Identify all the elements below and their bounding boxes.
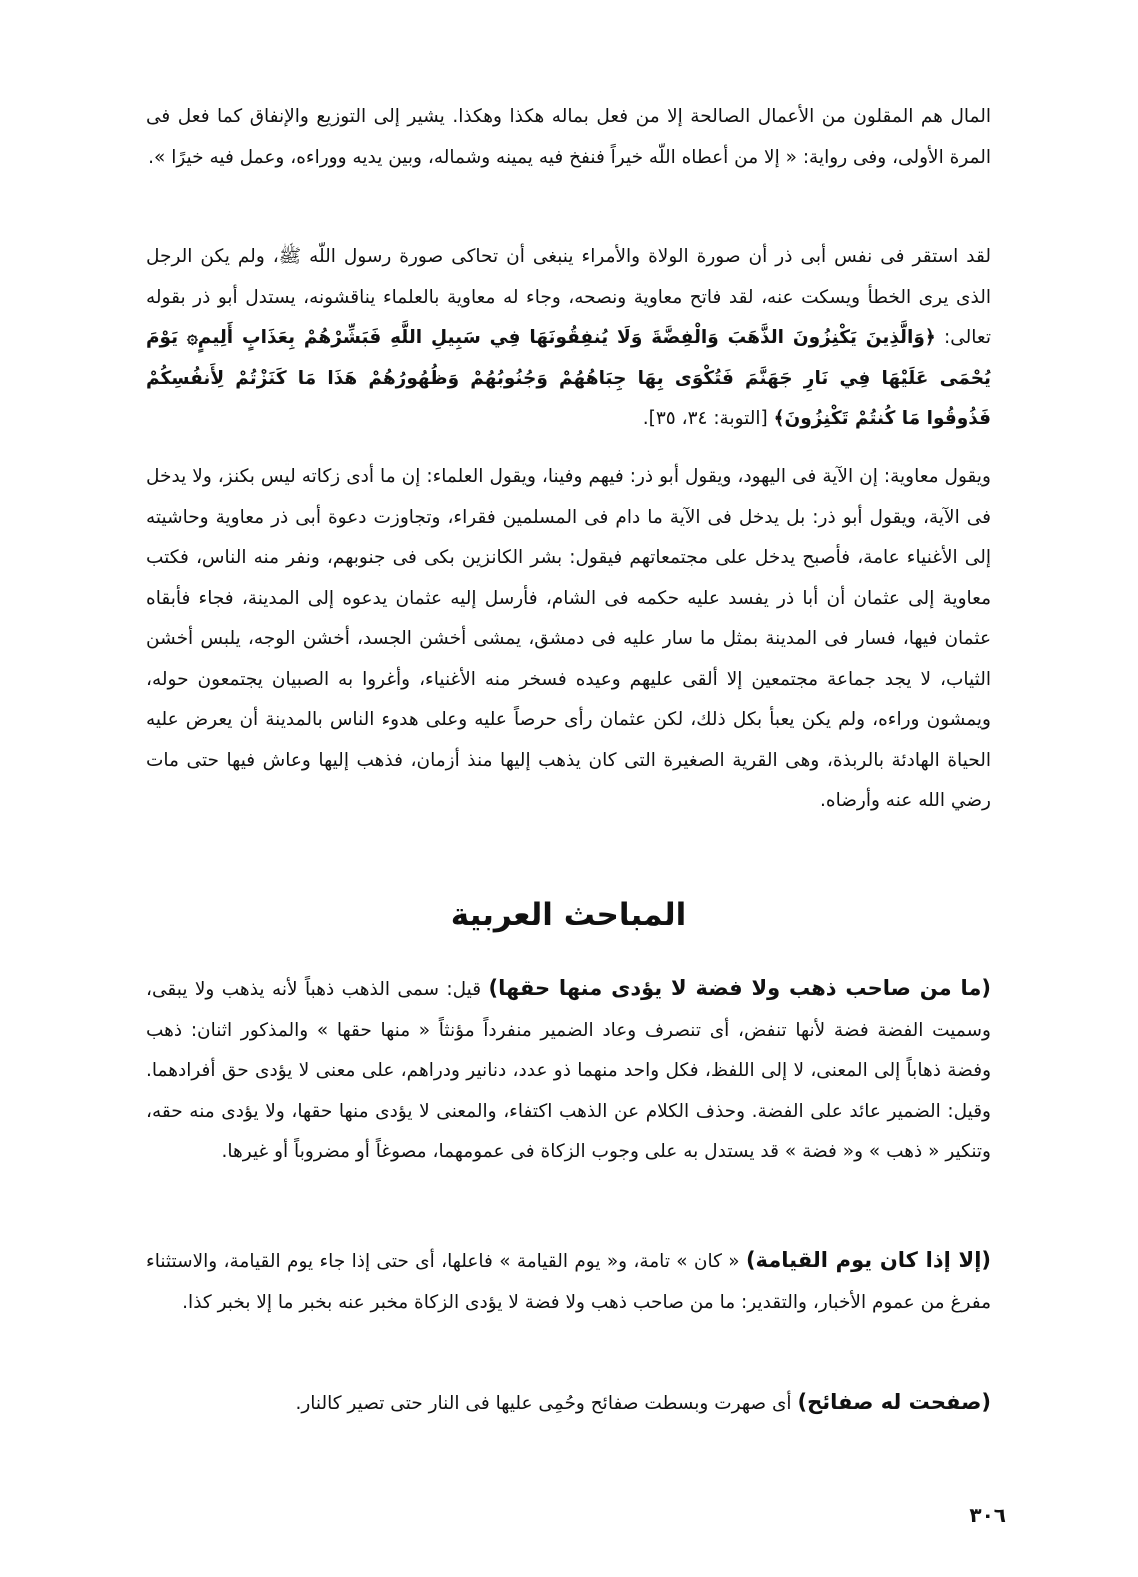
paragraph-intro-text: المال هم المقلون من الأعمال الصالحة إلا من فعل بماله هكذا وهكذا. يشير إلى التوزيع والإنفاق كما فعل فى المرة الأولى، وفى رواية: « إلا من أعطاه اللّه خيراً فنفخ فيه يمينه وشماله، وبين يديه ووراءه، وعمل فيه خيرًا ». (146, 106, 991, 168)
page-number: ٣٠٦ (969, 1503, 1006, 1527)
paragraph-abu-dhar-text: لقد استقر فى نفس أبى ذر أن صورة الولاة والأمراء ينبغى أن تحاكى صورة رسول اللّه ﷺ، ولم يكن الرجل الذى يرى الخطأ ويسكت عنه، لقد فاتح معاوية ونصحه، وجاء له معاوية بالعلماء يناقشونه، يستدل أبو ذر بقوله تعالى: (146, 246, 991, 348)
section-heading: المباحث العربية (450, 897, 687, 933)
paragraph-day-of-judgment (146, 1240, 991, 1323)
paragraph-plates-text: أى صهرت وبسطت صفائح وحُمِى عليها فى النار حتى تصير كالنار. (295, 1393, 792, 1414)
paragraph-gold-silver (146, 968, 991, 1173)
paragraph-muawiya (146, 457, 991, 822)
term-day-of-judgment: (إلا إذا كان يوم القيامة) (745, 1248, 991, 1272)
paragraph-abu-dhar (146, 237, 991, 440)
paragraph-gold-silver-text: قيل: سمى الذهب ذهباً لأنه يذهب ولا يبقى، وسميت الفضة فضة لأنها تنفض، أى تنصرف وعاد الضمير منفرداً مؤنثاً « منها حقها » والمذكور اثنان: ذهب وفضة ذهاباً إلى المعنى، لا إلى اللفظ، فكل واحد منهما ذو عدد، دنانير ودراهم، على معنى لا يؤدى حق أفرادهما. وقيل: الضمير عائد على الفضة. وحذف الكلام عن الذهب اكتفاء، والمعنى لا يؤدى منها حقها، ولا يؤدى منه حقه، وتنكير « ذهب » و« فضة » قد يستدل به على وجوب الزكاة فى عمومهما، مصوغاً أو مضروباً أو غيرها. (146, 979, 991, 1162)
paragraph-intro (146, 97, 991, 178)
paragraph-plates (146, 1382, 991, 1425)
paragraph-muawiya-text: ويقول معاوية: إن الآية فى اليهود، ويقول أبو ذر: فيهم وفينا، ويقول العلماء: إن ما أدى زكاته ليس بكنز، ولا يدخل فى الآية، ويقول أبو ذر: بل يدخل فى الآية ما دام فى المسلمين فقراء، وتجاوزت دعوة أبى ذر معاوية وحاشيته إلى الأغنياء عامة، فأصبح يدخل على مجتمعاتهم فيقول: بشر الكانزين بكى فى جنوبهم، ونفر منه الناس، فكتب معاوية إلى عثمان أن أبا ذر يفسد عليه حكمه فى الشام، فأرسل إليه عثمان يدعوه إلى المدينة، فجاء فأبقاه عثمان فيها، فسار فى المدينة بمثل ما سار عليه فى دمشق، يمشى أخشن الجسد، أخشن الوجه، يلبس أخشن الثياب، لا يجد جماعة مجتمعين إلا ألقى عليهم وعيده فسخر منه الأغنياء، وأغروا به الصبيان يجتمعون حوله، ويمشون وراءه، ولم يكن يعبأ بكل ذلك، لكن عثمان رأى حرصاً عليه وعلى هدوء الناس بالمدينة أن يعرض عليه الحياة الهادئة بالربذة، وهى القرية الصغيرة التى كان يذهب إليها منذ أزمان، فذهب إليها وعاش فيها حتى مات رضي الله عنه وأرضاه. (146, 466, 991, 811)
paragraph-day-of-judgment-text: « كان » تامة، و« يوم القيامة » فاعلها، أى حتى إذا جاء يوم القيامة، والاستثناء مفرغ من عموم الأخبار، والتقدير: ما من صاحب ذهب ولا فضة لا يؤدى الزكاة مخبر عنه بخبر ما إلا بخبر كذا. (146, 1251, 991, 1313)
quran-verse: ﴿وَالَّذِينَ يَكْنِزُونَ الذَّهَبَ وَالْفِضَّةَ وَلَا يُنفِقُونَهَا فِي سَبِيلِ اللَّهِ فَبَشِّرْهُمْ بِعَذَابٍ أَلِيمٍ۞ يَوْمَ يُحْمَى عَلَيْهَا فِي نَارِ جَهَنَّمَ فَتُكْوَى بِهَا جِبَاهُهُمْ وَجُنُوبُهُمْ وَظُهُورُهُمْ هَذَا مَا كَنَزْتُمْ لِأَنفُسِكُمْ فَذُوقُوا مَا كُنتُمْ تَكْنِزُونَ﴾ (146, 327, 991, 429)
term-gold-silver: (ما من صاحب ذهب ولا فضة لا يؤدى منها حقها) (488, 976, 991, 1000)
term-plates: (صفحت له صفائح) (797, 1390, 991, 1414)
verse-reference: [التوبة: ٣٤، ٣٥]. (642, 408, 768, 429)
